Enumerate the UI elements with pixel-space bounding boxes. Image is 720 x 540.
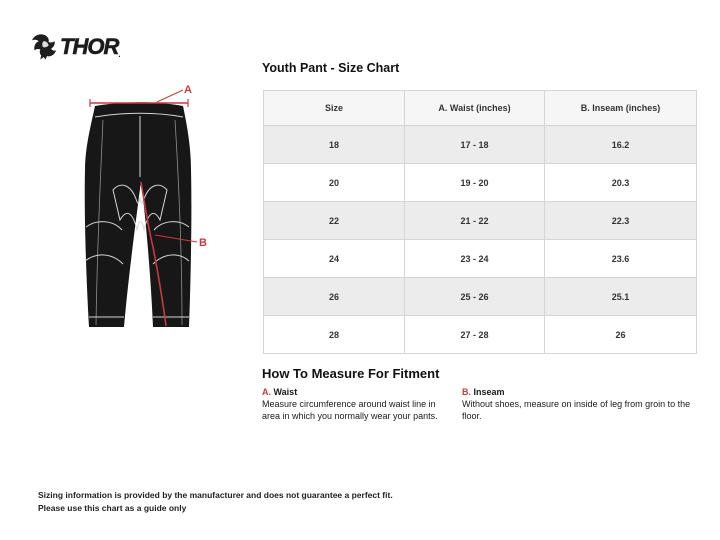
- inseam-cell: 23.6: [545, 240, 697, 278]
- sizing-disclaimer: [38, 489, 393, 515]
- waist-cell: 25 - 26: [405, 278, 545, 316]
- waist-cell: 21 - 22: [405, 202, 545, 240]
- column-header-size: Size: [264, 91, 405, 126]
- inseam-cell: 26: [545, 316, 697, 354]
- measure-inseam-letter: B.: [462, 387, 471, 397]
- measure-waist-letter: A.: [262, 387, 271, 397]
- page-title: Youth Pant - Size Chart: [262, 61, 400, 75]
- table-row: [264, 240, 697, 278]
- pant-measure-diagram: [55, 75, 230, 347]
- column-header-inseam: B. Inseam (inches): [545, 91, 697, 126]
- table-row: [264, 126, 697, 164]
- how-to-measure-section: [262, 366, 702, 422]
- brand-wordmark-period: .: [118, 50, 121, 59]
- measure-waist-label: [262, 387, 450, 397]
- disclaimer-line-1: Sizing information is provided by the manufacturer and does not guarantee a perfect fit.: [38, 490, 393, 500]
- column-header-waist: A. Waist (inches): [405, 91, 545, 126]
- size-cell: 28: [264, 316, 405, 354]
- disclaimer-line-2: Please use this chart as a guide only: [38, 502, 187, 513]
- table-row: [264, 164, 697, 202]
- size-cell: 24: [264, 240, 405, 278]
- table-header-row: [264, 91, 697, 126]
- inseam-label-b: B: [199, 237, 207, 249]
- waist-cell: 17 - 18: [405, 126, 545, 164]
- waist-pointer-line: [157, 90, 183, 102]
- table-row: [264, 316, 697, 354]
- inseam-cell: 16.2: [545, 126, 697, 164]
- waist-cell: 27 - 28: [405, 316, 545, 354]
- waist-cell: 19 - 20: [405, 164, 545, 202]
- inseam-cell: 25.1: [545, 278, 697, 316]
- waist-cell: 23 - 24: [405, 240, 545, 278]
- measure-waist-label-text: Waist: [273, 387, 298, 397]
- table-row: [264, 202, 697, 240]
- size-chart-table: [263, 90, 697, 354]
- size-cell: 20: [264, 164, 405, 202]
- size-cell: 22: [264, 202, 405, 240]
- inseam-cell: 20.3: [545, 164, 697, 202]
- thor-head-icon: [32, 33, 57, 61]
- measure-inseam-label: [462, 387, 694, 397]
- size-cell: 18: [264, 126, 405, 164]
- how-to-measure-title: How To Measure For Fitment: [262, 366, 440, 381]
- measure-inseam-instructions: Without shoes, measure on inside of leg from groin to the floor.: [462, 399, 691, 422]
- measure-waist-block: [262, 387, 462, 422]
- measure-inseam-label-text: Inseam: [473, 387, 505, 397]
- waist-label-a: A: [184, 84, 192, 96]
- size-cell: 26: [264, 278, 405, 316]
- measure-inseam-block: [462, 387, 694, 422]
- table-row: [264, 278, 697, 316]
- pants-illustration: [55, 75, 230, 347]
- brand-wordmark: THOR: [60, 34, 119, 59]
- pants-silhouette: [85, 102, 192, 327]
- brand-logo: [32, 33, 121, 61]
- inseam-cell: 22.3: [545, 202, 697, 240]
- measure-waist-instructions: Measure circumference around waist line in area in which you normally wear your pants.: [262, 399, 438, 422]
